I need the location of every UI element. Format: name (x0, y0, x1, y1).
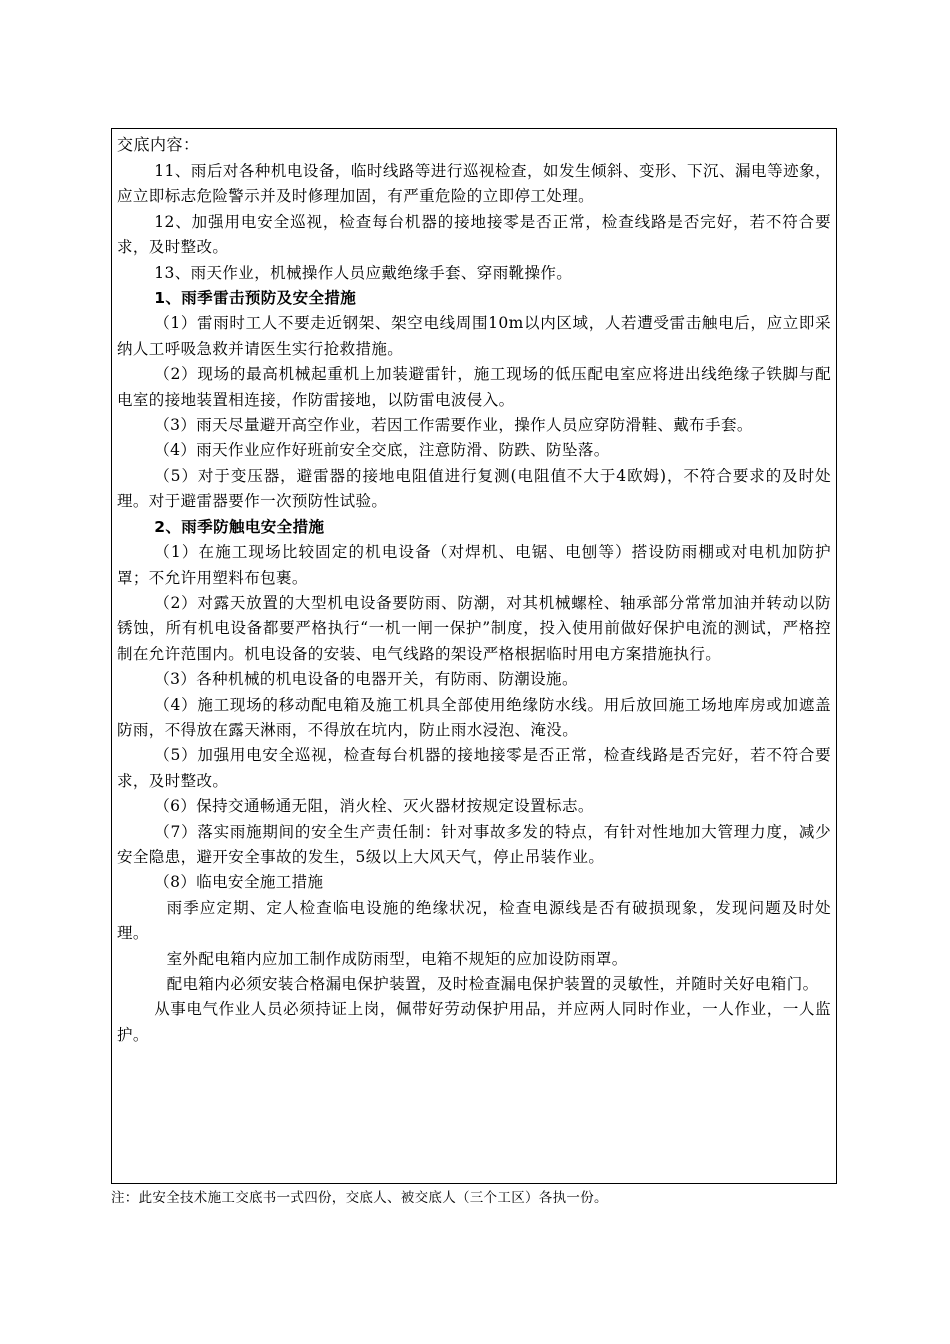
shock-item-4: （4）施工现场的移动配电箱及施工机具全部使用绝缘防水线。用后放回施工场地库房或加遮盖防雨，不得放在露天淋雨，不得放在坑内，防止雨水浸泡、淹没。 (117, 695, 831, 739)
disclosure-content-box (111, 128, 837, 1184)
lightning-item-2: （2）现场的最高机械起重机上加装避雷针，施工现场的低压配电室应将进出线绝缘子铁脚与配电室的接地装置相连接，作防雷接地，以防雷电波侵入。 (117, 365, 831, 409)
shock-item-1: （1）在施工现场比较固定的机电设备（对焊机、电锯、电刨等）搭设防雨棚或对电机加防护罩；不允许用塑料布包裹。 (117, 543, 831, 587)
footnote: 注：此安全技术施工交底书一式四份，交底人、被交底人（三个工区）各执一份。 (111, 1190, 608, 1206)
shock-item-6: （6）保持交通畅通无阻，消火栓、灭火器材按规定设置标志。 (154, 797, 594, 816)
lightning-item-3: （3）雨天尽量避开高空作业，若因工作需要作业，操作人员应穿防滑鞋、戴布手套。 (154, 416, 753, 435)
temp-power-para-4: 从事电气作业人员必须持证上岗，佩带好劳动保护用品，并应两人同时作业，一人作业，一人监护。 (117, 1000, 831, 1044)
shock-item-7: （7）落实雨施期间的安全生产责任制：针对事故多发的特点，有针对性地加大管理力度，减少安全隐患，避开安全事故的发生，5级以上大风天气，停止吊装作业。 (117, 822, 831, 866)
lightning-item-5: （5）对于变压器，避雷器的接地电阻值进行复测(电阻值不大于4欧姆)，不符合要求的及时处理。对于避雷器要作一次预防性试验。 (117, 466, 831, 511)
shock-item-3: （3）各种机械的机电设备的电器开关，有防雨、防潮设施。 (154, 670, 578, 689)
paragraph-12: 12、加强用电安全巡视，检查每台机器的接地接零是否正常，检查线路是否完好，若不符合要求，及时整改。 (117, 212, 831, 257)
lightning-item-4: （4）雨天作业应作好班前安全交底，注意防滑、防跌、防坠落。 (154, 441, 610, 460)
subheading-electric-shock: 2、雨季防触电安全措施 (154, 517, 325, 536)
shock-item-8: （8）临电安全施工措施 (154, 873, 324, 892)
section-heading: 交底内容： (117, 135, 200, 154)
shock-item-5: （5）加强用电安全巡视，检查每台机器的接地接零是否正常，检查线路是否完好，若不符合要求，及时整改。 (117, 746, 831, 790)
temp-power-para-3: 配电箱内必须安装合格漏电保护装置，及时检查漏电保护装置的灵敏性，并随时关好电箱门。 (166, 975, 819, 993)
paragraph-11: 11、雨后对各种机电设备，临时线路等进行巡视检查，如发生倾斜、变形、下沉、漏电等迹象，应立即标志危险警示并及时修理加固，有严重危险的立即停工处理。 (117, 162, 831, 206)
paragraph-13: 13、雨天作业，机械操作人员应戴绝缘手套、穿雨靴操作。 (154, 263, 573, 282)
temp-power-para-2: 室外配电箱内应加工制作成防雨型，电箱不规矩的应加设防雨罩。 (166, 949, 628, 968)
lightning-item-1: （1）雷雨时工人不要走近钢架、架空电线周围10m以内区域，人若遭受雷击触电后，应立即采纳人工呼吸急救并请医生实行抢救措施。 (117, 314, 831, 358)
temp-power-para-1: 雨季应定期、定人检查临电设施的绝缘状况，检查电源线是否有破损现象，发现问题及时处理。 (117, 898, 831, 943)
shock-item-2: （2）对露天放置的大型机电设备要防雨、防潮，对其机械螺栓、轴承部分常常加油并转动以防锈蚀，所有机电设备都要严格执行“一机一闸一保护”制度，投入使用前做好保护电流的测试，严格控制在允许范围内。机电设备的安装、电气线路的架设严格根据临时用电方案措施执行。 (117, 593, 831, 663)
subheading-lightning: 1、雨季雷击预防及安全措施 (154, 289, 357, 308)
content-body (117, 159, 831, 1048)
